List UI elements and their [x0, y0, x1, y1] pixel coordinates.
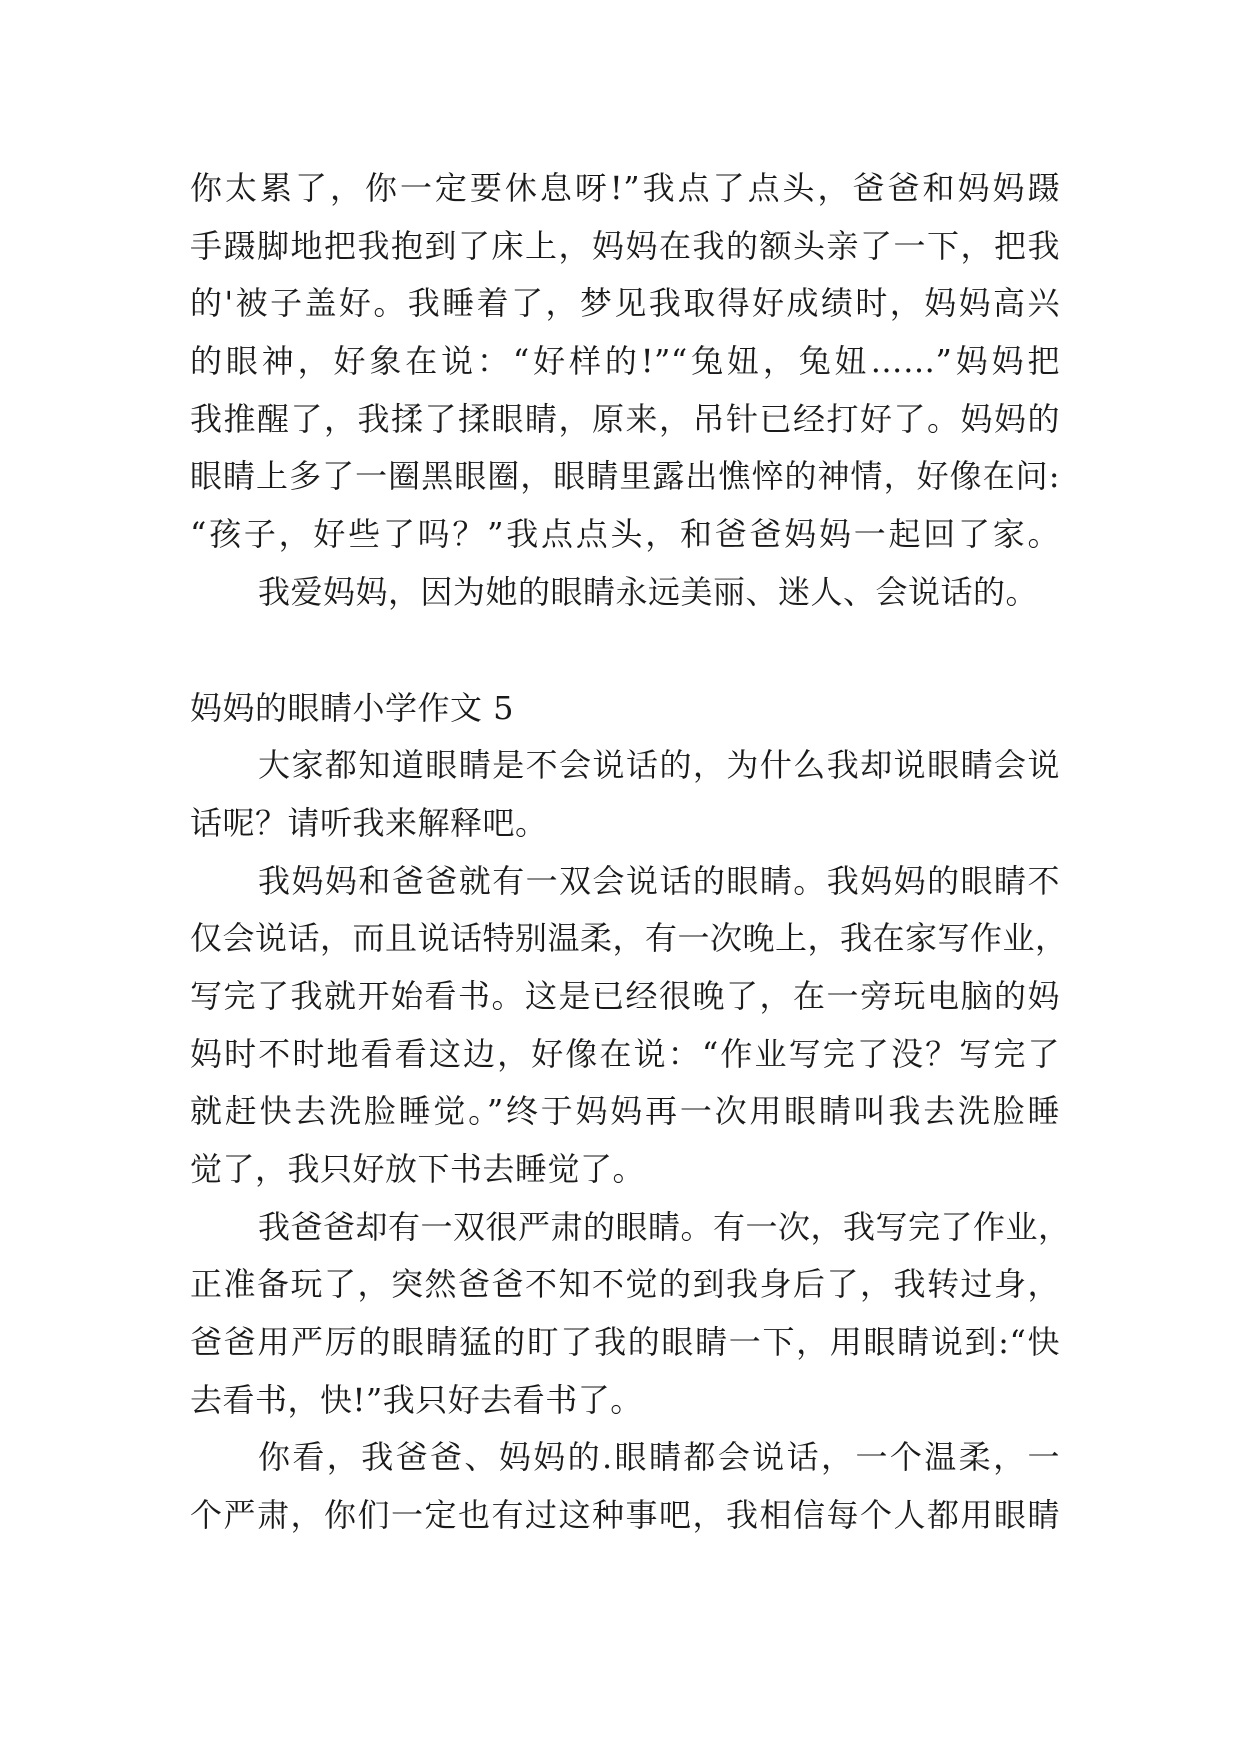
text-line: 话呢？请听我来解释吧。 — [190, 803, 548, 842]
text-line: 我爱妈妈，因为她的眼睛永远美丽、迷人、会说话的。 — [258, 572, 1039, 611]
text-line: 仅会说话，而且说话特别温柔，有一次晚上，我在家写作业， — [190, 919, 1068, 958]
text-line: 个严肃，你们一定也有过这种事吧，我相信每个人都用眼睛 — [190, 1496, 1060, 1535]
paragraph — [190, 1199, 1071, 1430]
paragraph-continued — [190, 160, 1060, 564]
text-line: “孩子，好些了吗？”我点点头，和爸爸妈妈一起回了家。 — [190, 515, 1060, 554]
document-body — [190, 160, 1071, 1545]
section-gap — [190, 622, 1060, 680]
text-line: 我妈妈和爸爸就有一双会说话的眼睛。我妈妈的眼睛不 — [258, 861, 1060, 900]
paragraph — [190, 1429, 1060, 1544]
text-line: 写完了我就开始看书。这是已经很晚了，在一旁玩电脑的妈 — [190, 976, 1060, 1015]
text-line: 眼睛上多了一圈黑眼圈，眼睛里露出憔悴的神情，好像在问: — [190, 457, 1060, 496]
text-line: 正准备玩了，突然爸爸不知不觉的到我身后了，我转过身， — [190, 1265, 1060, 1304]
text-line: 你太累了，你一定要休息呀!”我点了点头，爸爸和妈妈蹑 — [190, 169, 1060, 207]
text-line: 就赶快去洗脸睡觉。”终于妈妈再一次用眼睛叫我去洗脸睡 — [190, 1092, 1060, 1131]
text-line: 觉了，我只好放下书去睡觉了。 — [190, 1150, 646, 1188]
paragraph — [190, 737, 1060, 852]
paragraph — [190, 853, 1068, 1199]
text-line: 你看，我爸爸、妈妈的.眼睛都会说话，一个温柔，一 — [258, 1438, 1060, 1477]
text-line: 大家都知道眼睛是不会说话的，为什么我却说眼睛会说 — [258, 746, 1060, 785]
text-line: 我爸爸却有一双很严肃的眼睛。有一次，我写完了作业， — [258, 1207, 1071, 1246]
text-line: 的'被子盖好。我睡着了，梦见我取得好成绩时，妈妈高兴 — [190, 284, 1060, 323]
text-line: 的眼神，好象在说：“好样的!”“兔妞，兔妞……”妈妈把 — [190, 342, 1060, 381]
section-title: 妈妈的眼睛小学作文 5 — [190, 688, 515, 727]
text-line: 手蹑脚地把我抱到了床上，妈妈在我的额头亲了一下，把我 — [190, 226, 1060, 265]
text-line: 妈时不时地看看这边，好像在说：“作业写完了没？写完了 — [190, 1034, 1060, 1073]
text-line: 爸爸用严厉的眼睛猛的盯了我的眼睛一下，用眼睛说到:“快 — [190, 1323, 1060, 1362]
text-line: 去看书，快!”我只好去看书了。 — [190, 1380, 643, 1419]
paragraph-closing — [190, 564, 1060, 622]
text-line: 我推醒了，我揉了揉眼睛，原来，吊针已经打好了。妈妈的 — [190, 399, 1060, 438]
